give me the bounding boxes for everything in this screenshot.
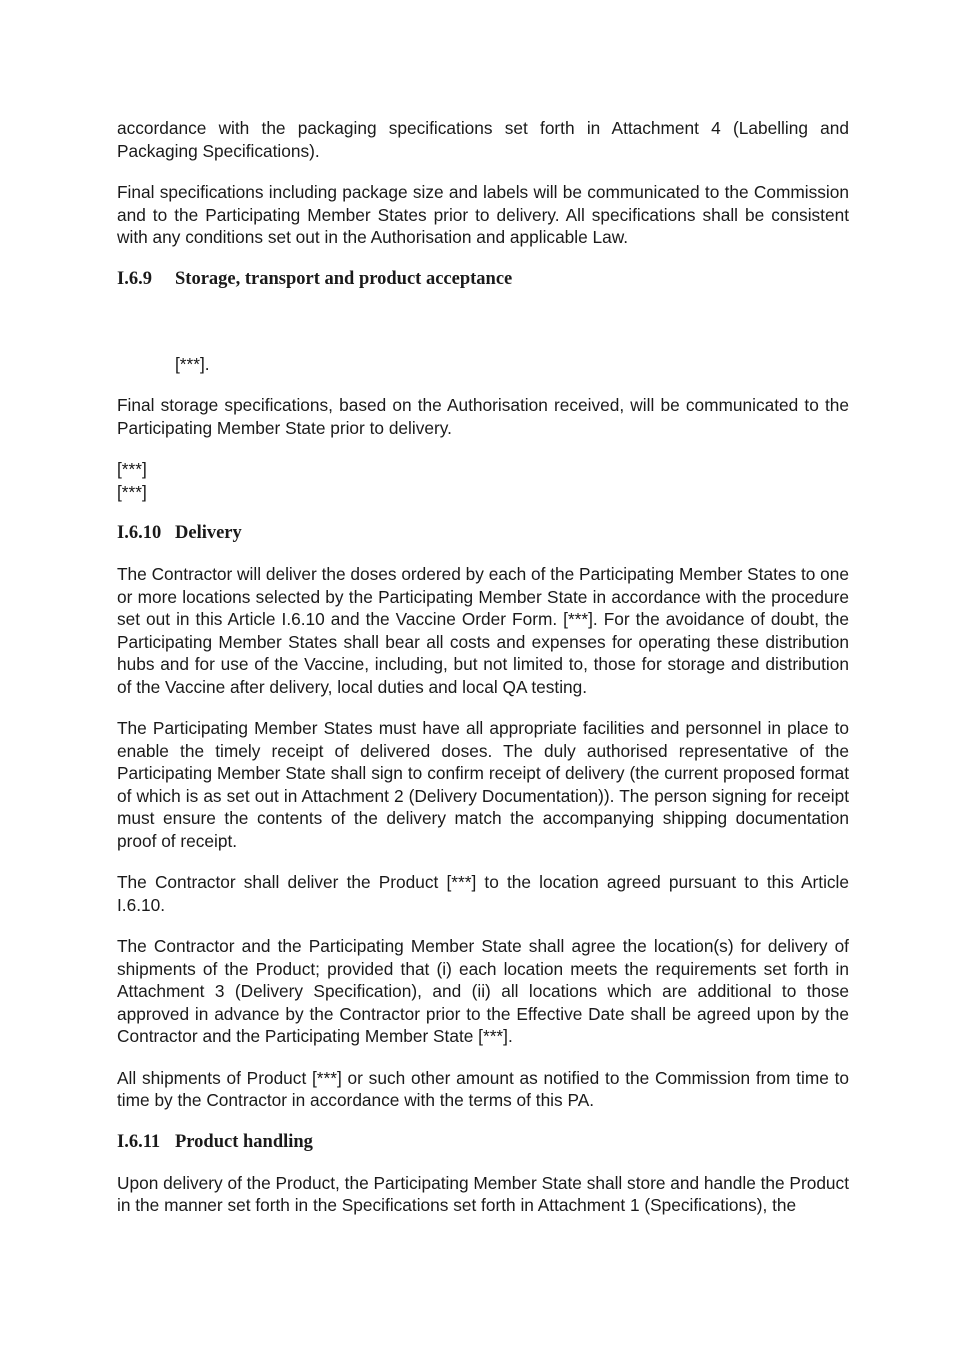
paragraph-shipments: All shipments of Product [***] or such other amount as notified to the Commission from time to time by the Contractor in accordance with the terms of this PA. [117,1067,849,1110]
redacted-text-indented: [***]. [175,353,210,374]
section-title: Delivery [175,523,242,543]
paragraph-delivery-facilities: The Participating Member States must have all appropriate facilities and personnel in place to enable the timely receipt of delivered doses. The duly authorised representative of the Participating Member State shall sign to confirm receipt of delivery (the current proposed format of which is as set out in Attachment 2 (Delivery Documentation)). The person signing for receipt must ensure the contents of the delivery match the accompanying shipping documentation proof of receipt. [117,718,849,851]
section-title: Product handling [175,1131,313,1152]
paragraph-product-handling: Upon delivery of the Product, the Participating Member State shall store and handle the Product in the manner set forth in the Specifications set forth in Attachment 1 (Specifications), the [117,1172,849,1215]
paragraph-delivery-location: The Contractor shall deliver the Product [***] to the location agreed pursuant to this Article I.6.10. [117,872,849,915]
section-heading-product-handling [117,1131,849,1153]
redacted-block [117,458,849,503]
section-number: I.6.10 [117,523,162,543]
redacted-line: [***] [117,481,147,502]
paragraph-final-specifications: Final specifications including package size and labels will be communicated to the Commission and to the Participating Member States prior to delivery. All specifications shall be consistent with any conditions set out in the Authorisation and applicable Law. [117,182,849,247]
section-number: I.6.9 [117,268,152,289]
redacted-line: [***] [117,459,147,479]
section-title: Storage, transport and product acceptance [175,268,513,289]
section-heading-delivery [117,522,849,544]
document-page [117,117,849,1236]
section-heading-storage [117,268,849,290]
paragraph-delivery-agreement: The Contractor and the Participating Member State shall agree the location(s) for delivery of shipments of the Product; provided that (i) each location meets the requirements set forth in Attachment 3 (Delivery Specification), and (ii) all locations which are additional to those approved in advance by the Contractor prior to the Effective Date shall be agreed upon by the Contractor and the Participating Member State [***]. [117,936,849,1046]
paragraph-storage-specifications: Final storage specifications, based on the Authorisation received, will be communicated to the Participating Member State prior to delivery. [117,395,849,438]
paragraph-packaging: accordance with the packaging specifications set forth in Attachment 4 (Labelling and Packaging Specifications). [117,118,849,161]
section-number: I.6.11 [117,1131,161,1152]
paragraph-delivery-doses: The Contractor will deliver the doses ordered by each of the Participating Member States to one or more locations selected by the Participating Member State in accordance with the procedure set out in this Article I.6.10 and the Vaccine Order Form. [***]. For the avoidance of doubt, the Participating Member States shall bear all costs and expenses for operating these distribution hubs and for use of the Vaccine, including, but not limited to, those for storage and distribution of the Vaccine after delivery, local duties and local QA testing. [117,564,849,697]
